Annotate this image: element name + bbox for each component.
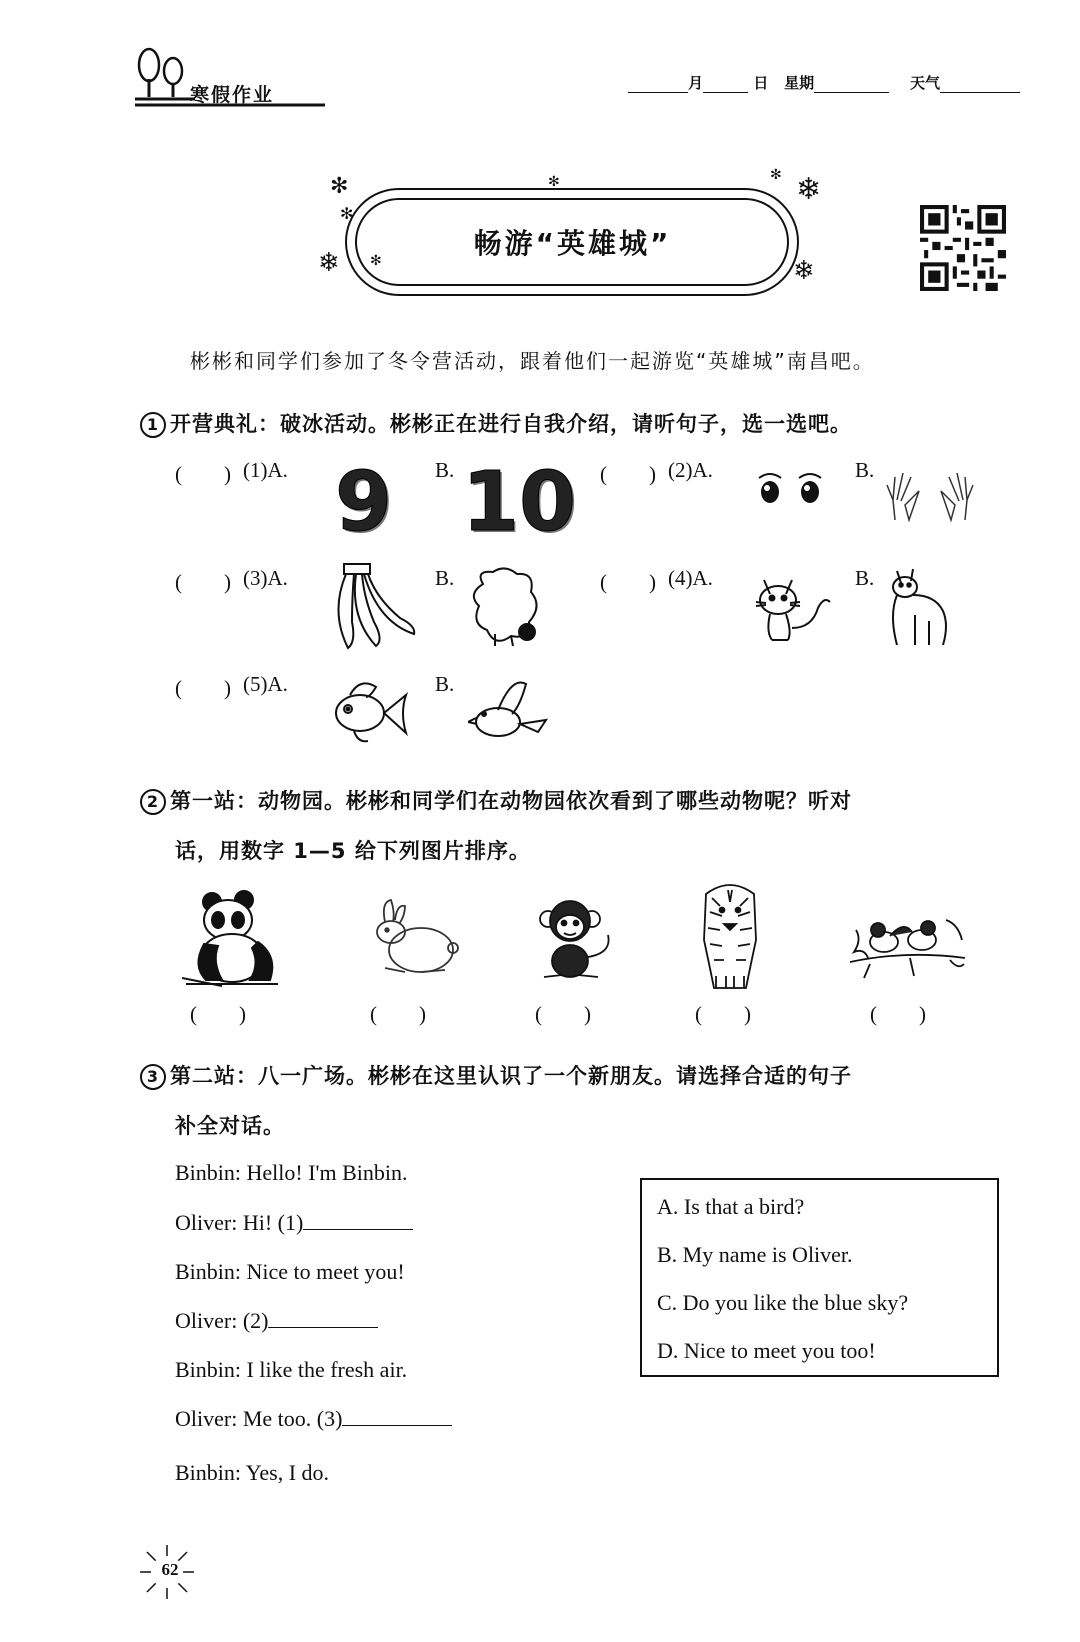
monkey-icon [532, 895, 617, 985]
day-label: 日 [753, 74, 769, 92]
question-label: (2)A. [668, 458, 713, 482]
section-1-heading-text: 开营典礼：破冰活动。彬彬正在进行自我介绍，请听句子，选一选吧。 [170, 412, 852, 436]
answer-blank[interactable]: ( ) [175, 570, 231, 594]
birds-on-branch-icon [850, 900, 965, 980]
snowflake-icon: ✻ [370, 253, 382, 269]
answer-blank[interactable]: ( ) [175, 676, 231, 700]
dialog-line: Binbin: Nice to meet you! [175, 1259, 405, 1284]
answer-blank[interactable]: ( ) [870, 1002, 926, 1026]
answer-blank[interactable]: ( ) [695, 1002, 751, 1026]
section-number: 3 [140, 1064, 166, 1090]
qr-code-icon [920, 205, 1006, 291]
answer-blank[interactable] [342, 1407, 452, 1426]
question-label: (3)A. [243, 566, 288, 590]
option-b-label: B. [855, 458, 875, 482]
weather-label: 天气 [909, 74, 940, 92]
section-1-heading [140, 408, 852, 438]
section-2-heading [140, 785, 852, 815]
section-3-heading [140, 1060, 852, 1090]
dialog-line: Oliver: Hi! (1) [175, 1210, 413, 1236]
answer-blank[interactable]: ( ) [190, 1002, 246, 1026]
snowflake-icon: ✻ [340, 204, 354, 223]
dialog-line: Oliver: Me too. (3) [175, 1406, 452, 1432]
option-b-label: B. [435, 566, 455, 590]
snowflake-icon: ❄ [793, 256, 815, 286]
bananas-icon [328, 562, 418, 652]
section-2-heading-line2: 话，用数字 1—5 给下列图片排序。 [175, 839, 531, 863]
option-c: C. Do you like the blue sky? [657, 1290, 909, 1315]
option-b: B. My name is Oliver. [657, 1242, 853, 1267]
answer-blank[interactable]: ( ) [370, 1002, 426, 1026]
options-box [640, 1178, 999, 1377]
lamb-icon [465, 566, 545, 648]
rabbit-icon [365, 898, 460, 978]
intro-text: 彬彬和同学们参加了冬令营活动，跟着他们一起游览“英雄城”南昌吧。 [190, 349, 875, 373]
page-number: 62 [161, 1560, 179, 1579]
bird-icon [468, 680, 548, 742]
weekday-label: 星期 [784, 74, 815, 92]
section-3-heading-line1: 第二站：八一广场。彬彬在这里认识了一个新朋友。请选择合适的句子 [170, 1064, 852, 1088]
answer-blank[interactable]: ( ) [600, 462, 656, 486]
snowflake-icon: ❄ [318, 248, 340, 278]
dialog-line: Binbin: Hello! I'm Binbin. [175, 1160, 408, 1185]
snowflake-icon: ✻ [770, 167, 782, 183]
panda-icon [182, 888, 282, 988]
snowflake-icon: ❄ [796, 172, 822, 207]
answer-blank[interactable] [268, 1309, 378, 1328]
tiger-icon [698, 880, 763, 992]
dog-icon [885, 565, 955, 647]
option-d: D. Nice to meet you too! [657, 1338, 876, 1363]
hands-icon [885, 465, 975, 525]
dialog-line: Oliver: (2) [175, 1308, 378, 1334]
option-b-label: B. [855, 566, 875, 590]
option-b-label: B. [435, 458, 455, 482]
option-b-label: B. [435, 672, 455, 696]
answer-blank[interactable]: ( ) [535, 1002, 591, 1026]
book-title: 寒假作业 [190, 84, 275, 106]
section-number: 2 [140, 789, 166, 815]
cat-icon [752, 572, 832, 644]
dialog-line: Binbin: I like the fresh air. [175, 1357, 408, 1382]
number-ten-icon: 10 [462, 455, 577, 550]
section-number: 1 [140, 412, 166, 438]
eyes-icon [755, 468, 825, 508]
section-3-heading-line2: 补全对话。 [175, 1114, 285, 1138]
answer-blank[interactable]: ( ) [600, 570, 656, 594]
question-label: (4)A. [668, 566, 713, 590]
question-label: (5)A. [243, 672, 288, 696]
dialog-line: Binbin: Yes, I do. [175, 1460, 330, 1485]
question-label: (1)A. [243, 458, 288, 482]
page-title: 畅游“英雄城” [473, 227, 672, 260]
section-2-heading-line1: 第一站：动物园。彬彬和同学们在动物园依次看到了哪些动物呢？听对 [170, 789, 852, 813]
snowflake-icon: ✻ [330, 174, 349, 199]
month-label: 月 [688, 74, 704, 92]
option-a: A. Is that a bird? [657, 1194, 805, 1219]
answer-blank[interactable]: ( ) [175, 462, 231, 486]
answer-blank[interactable] [303, 1211, 413, 1230]
number-nine-icon: 9 [335, 455, 393, 550]
fish-icon [330, 675, 410, 745]
snowflake-icon: ✻ [548, 174, 560, 190]
date-weather-row [628, 72, 1020, 93]
